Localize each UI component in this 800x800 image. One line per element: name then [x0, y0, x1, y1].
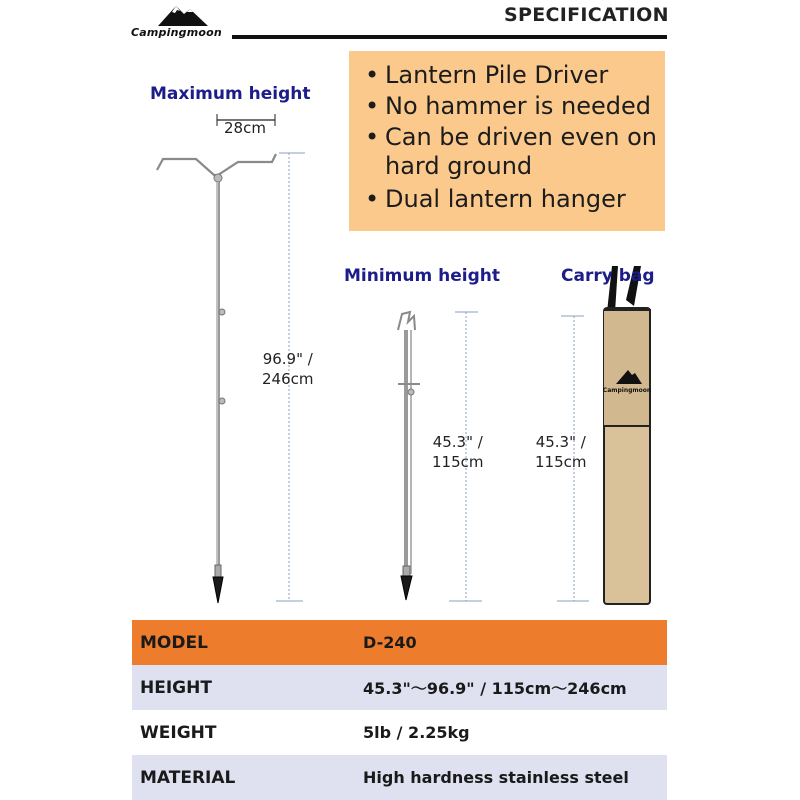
spec-row-weight — [132, 710, 667, 755]
page-title: SPECIFICATION — [504, 4, 669, 26]
spec-key: WEIGHT — [140, 722, 217, 743]
max-height-metric: 246cm — [262, 370, 314, 388]
min-height-imperial: 45.3" / — [432, 433, 483, 451]
carry-bag-illustration — [603, 266, 651, 604]
spec-key: HEIGHT — [140, 677, 212, 698]
spec-table — [132, 620, 667, 800]
minimum-height-label: Minimum height — [344, 266, 500, 286]
spec-value: 45.3"～96.9" / 115cm～246cm — [363, 679, 627, 698]
maximum-height-label: Maximum height — [150, 84, 311, 104]
bag-length-dimension — [535, 432, 587, 472]
feature-item: • Dual lantern hanger — [363, 185, 659, 214]
min-height-metric: 115cm — [432, 453, 484, 471]
carry-bag-label: Carry bag — [561, 266, 655, 286]
brand-name: Campingmoon — [131, 26, 222, 39]
spec-value: 5lb / 2.25kg — [363, 723, 470, 742]
bag-length-imperial: 45.3" / — [535, 433, 586, 451]
spec-value: D-240 — [363, 633, 417, 652]
svg-text:Campingmoon: Campingmoon — [602, 387, 652, 394]
spec-key: MODEL — [140, 632, 208, 653]
feature-item: • Can be driven even on hard ground — [363, 123, 659, 181]
bag-length-metric: 115cm — [535, 453, 587, 471]
spec-row-material — [132, 755, 667, 800]
spec-key: MATERIAL — [140, 767, 236, 788]
feature-item: • No hammer is needed — [363, 92, 659, 121]
stake-extended-illustration — [157, 114, 276, 603]
feature-item: • Lantern Pile Driver — [363, 61, 659, 90]
min-height-dimension — [432, 432, 484, 472]
spec-row-model — [132, 620, 667, 665]
hanger-span-dimension: 28cm — [224, 119, 266, 137]
max-height-imperial: 96.9" / — [262, 350, 313, 368]
stake-collapsed-illustration — [398, 312, 420, 600]
spec-value: High hardness stainless steel — [363, 768, 629, 787]
max-height-dimension — [262, 349, 314, 389]
spec-row-height — [132, 665, 667, 710]
